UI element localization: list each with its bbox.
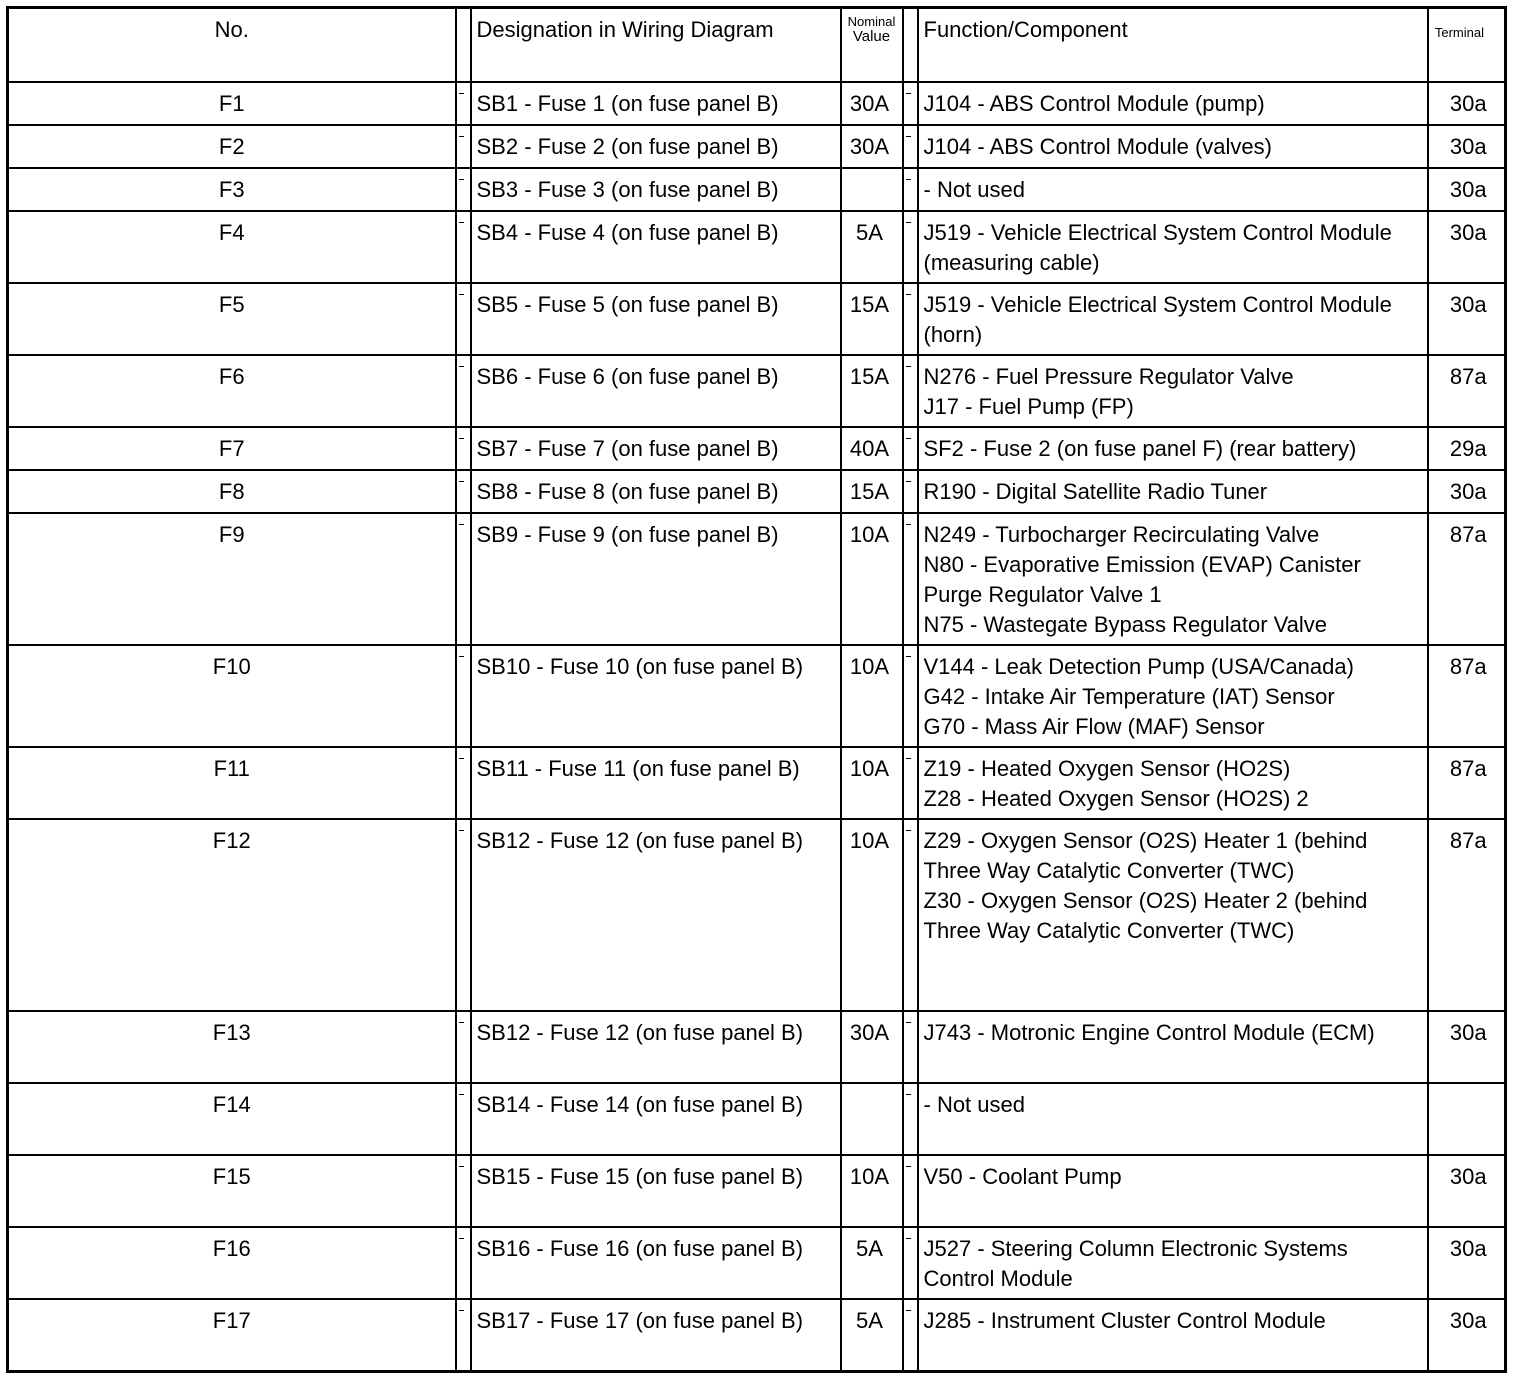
- spacer-cell: [456, 125, 471, 168]
- terminal: 30a: [1428, 283, 1506, 355]
- designation: SB10 - Fuse 10 (on fuse panel B): [471, 645, 841, 747]
- nominal-value: 10A: [841, 747, 903, 819]
- function-line: - Not used: [923, 177, 1025, 202]
- nominal-value: [841, 1083, 903, 1155]
- function-line: G70 - Mass Air Flow (MAF) Sensor: [923, 714, 1265, 739]
- header-function: Function/Component: [918, 8, 1428, 83]
- function-line: J519 - Vehicle Electrical System Control Module (measuring cable): [923, 220, 1398, 275]
- fuse-number: F10: [8, 645, 456, 747]
- function-component: [918, 1083, 1428, 1155]
- terminal: 30a: [1428, 125, 1506, 168]
- nominal-value: 15A: [841, 470, 903, 513]
- table-row: [8, 1227, 1506, 1299]
- function-component: [918, 1011, 1428, 1083]
- function-component: [918, 168, 1428, 211]
- terminal: 30a: [1428, 168, 1506, 211]
- designation: SB9 - Fuse 9 (on fuse panel B): [471, 513, 841, 645]
- function-line: - Not used: [923, 1092, 1025, 1117]
- table-row: [8, 513, 1506, 645]
- terminal: 87a: [1428, 645, 1506, 747]
- function-component: [918, 283, 1428, 355]
- nominal-value: 15A: [841, 283, 903, 355]
- spacer-cell: [456, 470, 471, 513]
- spacer-cell: [456, 355, 471, 427]
- header-no: No.: [8, 8, 456, 83]
- function-line: V50 - Coolant Pump: [923, 1164, 1122, 1189]
- designation: SB17 - Fuse 17 (on fuse panel B): [471, 1299, 841, 1371]
- designation: SB2 - Fuse 2 (on fuse panel B): [471, 125, 841, 168]
- function-line: J104 - ABS Control Module (pump): [923, 91, 1265, 116]
- table-row: [8, 1083, 1506, 1155]
- table-row: [8, 1155, 1506, 1227]
- function-line: SF2 - Fuse 2 (on fuse panel F) (rear battery): [923, 436, 1357, 461]
- table-row: [8, 470, 1506, 513]
- function-component: [918, 819, 1428, 1011]
- designation: SB16 - Fuse 16 (on fuse panel B): [471, 1227, 841, 1299]
- function-component: [918, 211, 1428, 283]
- fuse-number: F13: [8, 1011, 456, 1083]
- spacer-cell: [903, 1011, 918, 1083]
- designation: SB8 - Fuse 8 (on fuse panel B): [471, 470, 841, 513]
- function-line: N276 - Fuel Pressure Regulator Valve: [923, 364, 1294, 389]
- fuse-number: F8: [8, 470, 456, 513]
- spacer-cell: [903, 168, 918, 211]
- spacer-cell: [456, 427, 471, 470]
- function-line: J527 - Steering Column Electronic Systems Control Module: [923, 1236, 1354, 1291]
- function-component: [918, 427, 1428, 470]
- function-component: [918, 747, 1428, 819]
- function-component: [918, 513, 1428, 645]
- header-spacer: [456, 8, 471, 83]
- terminal: 30a: [1428, 470, 1506, 513]
- function-component: [918, 125, 1428, 168]
- spacer-cell: [456, 82, 471, 125]
- function-line: Z19 - Heated Oxygen Sensor (HO2S): [923, 756, 1291, 781]
- terminal: 29a: [1428, 427, 1506, 470]
- spacer-cell: [903, 211, 918, 283]
- spacer-cell: [903, 747, 918, 819]
- spacer-cell: [903, 1299, 918, 1371]
- function-line: J104 - ABS Control Module (valves): [923, 134, 1272, 159]
- nominal-value: 5A: [841, 1227, 903, 1299]
- table-row: [8, 645, 1506, 747]
- nominal-value: 15A: [841, 355, 903, 427]
- spacer-cell: [903, 82, 918, 125]
- header-nominal-line1: Nominal: [847, 14, 896, 29]
- nominal-value: [841, 168, 903, 211]
- terminal: 30a: [1428, 1155, 1506, 1227]
- header-designation: Designation in Wiring Diagram: [471, 8, 841, 83]
- fuse-number: F9: [8, 513, 456, 645]
- table-row: [8, 1011, 1506, 1083]
- designation: SB1 - Fuse 1 (on fuse panel B): [471, 82, 841, 125]
- function-line: V144 - Leak Detection Pump (USA/Canada): [923, 654, 1354, 679]
- table-row: [8, 1299, 1506, 1371]
- function-line: J17 - Fuel Pump (FP): [923, 394, 1134, 419]
- function-component: [918, 355, 1428, 427]
- spacer-cell: [903, 427, 918, 470]
- spacer-cell: [903, 1227, 918, 1299]
- function-line: N75 - Wastegate Bypass Regulator Valve: [923, 612, 1328, 637]
- nominal-value: 30A: [841, 1011, 903, 1083]
- spacer-cell: [903, 1083, 918, 1155]
- header-spacer: [903, 8, 918, 83]
- spacer-cell: [903, 819, 918, 1011]
- nominal-value: 5A: [841, 211, 903, 283]
- fuse-number: F7: [8, 427, 456, 470]
- spacer-cell: [456, 645, 471, 747]
- header-nominal-value: [841, 8, 903, 83]
- header-terminal: [1428, 8, 1506, 83]
- spacer-cell: [456, 1011, 471, 1083]
- function-line: Z29 - Oxygen Sensor (O2S) Heater 1 (behind Three Way Catalytic Converter (TWC): [923, 828, 1374, 883]
- fuse-number: F16: [8, 1227, 456, 1299]
- function-line: Z28 - Heated Oxygen Sensor (HO2S) 2: [923, 786, 1309, 811]
- function-line: N80 - Evaporative Emission (EVAP) Canister Purge Regulator Valve 1: [923, 552, 1367, 607]
- terminal: [1428, 1083, 1506, 1155]
- nominal-value: 5A: [841, 1299, 903, 1371]
- function-line: R190 - Digital Satellite Radio Tuner: [923, 479, 1268, 504]
- header-nominal-line2: Value: [852, 28, 891, 45]
- fuse-number: F2: [8, 125, 456, 168]
- table-row: [8, 168, 1506, 211]
- spacer-cell: [456, 1227, 471, 1299]
- function-line: N249 - Turbocharger Recirculating Valve: [923, 522, 1320, 547]
- fuse-number: F3: [8, 168, 456, 211]
- nominal-value: 10A: [841, 819, 903, 1011]
- terminal: 87a: [1428, 747, 1506, 819]
- spacer-cell: [903, 513, 918, 645]
- spacer-cell: [456, 747, 471, 819]
- header-row: [8, 8, 1506, 83]
- terminal: 30a: [1428, 1299, 1506, 1371]
- function-component: [918, 1299, 1428, 1371]
- table-row: [8, 819, 1506, 1011]
- spacer-cell: [903, 355, 918, 427]
- fuse-number: F6: [8, 355, 456, 427]
- nominal-value: 10A: [841, 1155, 903, 1227]
- fuse-table: [6, 6, 1507, 1373]
- fuse-number: F11: [8, 747, 456, 819]
- terminal: 87a: [1428, 513, 1506, 645]
- fuse-number: F4: [8, 211, 456, 283]
- function-component: [918, 1227, 1428, 1299]
- designation: SB15 - Fuse 15 (on fuse panel B): [471, 1155, 841, 1227]
- designation: SB12 - Fuse 12 (on fuse panel B): [471, 819, 841, 1011]
- function-line: G42 - Intake Air Temperature (IAT) Sensor: [923, 684, 1335, 709]
- nominal-value: 30A: [841, 125, 903, 168]
- spacer-cell: [903, 1155, 918, 1227]
- table-row: [8, 355, 1506, 427]
- spacer-cell: [456, 1083, 471, 1155]
- spacer-cell: [456, 1155, 471, 1227]
- terminal: 30a: [1428, 211, 1506, 283]
- nominal-value: 40A: [841, 427, 903, 470]
- header-terminal-label: Terminal: [1434, 25, 1484, 40]
- nominal-value: 10A: [841, 513, 903, 645]
- fuse-number: F12: [8, 819, 456, 1011]
- function-component: [918, 82, 1428, 125]
- table-row: [8, 283, 1506, 355]
- function-component: [918, 1155, 1428, 1227]
- terminal: 87a: [1428, 819, 1506, 1011]
- function-line: J743 - Motronic Engine Control Module (ECM): [923, 1020, 1375, 1045]
- terminal: 87a: [1428, 355, 1506, 427]
- function-line: J519 - Vehicle Electrical System Control Module (horn): [923, 292, 1398, 347]
- fuse-number: F5: [8, 283, 456, 355]
- function-line: J285 - Instrument Cluster Control Module: [923, 1308, 1326, 1333]
- spacer-cell: [456, 283, 471, 355]
- fuse-number: F15: [8, 1155, 456, 1227]
- fuse-number: F14: [8, 1083, 456, 1155]
- designation: SB14 - Fuse 14 (on fuse panel B): [471, 1083, 841, 1155]
- table-row: [8, 125, 1506, 168]
- terminal: 30a: [1428, 1011, 1506, 1083]
- table-row: [8, 211, 1506, 283]
- spacer-cell: [456, 168, 471, 211]
- table-row: [8, 427, 1506, 470]
- designation: SB12 - Fuse 12 (on fuse panel B): [471, 1011, 841, 1083]
- spacer-cell: [456, 819, 471, 1011]
- spacer-cell: [456, 1299, 471, 1371]
- table-row: [8, 82, 1506, 125]
- table-row: [8, 747, 1506, 819]
- designation: SB4 - Fuse 4 (on fuse panel B): [471, 211, 841, 283]
- spacer-cell: [456, 211, 471, 283]
- nominal-value: 30A: [841, 82, 903, 125]
- spacer-cell: [903, 283, 918, 355]
- spacer-cell: [903, 125, 918, 168]
- designation: SB3 - Fuse 3 (on fuse panel B): [471, 168, 841, 211]
- designation: SB6 - Fuse 6 (on fuse panel B): [471, 355, 841, 427]
- fuse-number: F17: [8, 1299, 456, 1371]
- spacer-cell: [903, 645, 918, 747]
- designation: SB5 - Fuse 5 (on fuse panel B): [471, 283, 841, 355]
- function-component: [918, 645, 1428, 747]
- terminal: 30a: [1428, 82, 1506, 125]
- fuse-number: F1: [8, 82, 456, 125]
- designation: SB7 - Fuse 7 (on fuse panel B): [471, 427, 841, 470]
- function-line: Z30 - Oxygen Sensor (O2S) Heater 2 (behind Three Way Catalytic Converter (TWC): [923, 888, 1374, 943]
- function-component: [918, 470, 1428, 513]
- designation: SB11 - Fuse 11 (on fuse panel B): [471, 747, 841, 819]
- spacer-cell: [903, 470, 918, 513]
- terminal: 30a: [1428, 1227, 1506, 1299]
- nominal-value: 10A: [841, 645, 903, 747]
- spacer-cell: [456, 513, 471, 645]
